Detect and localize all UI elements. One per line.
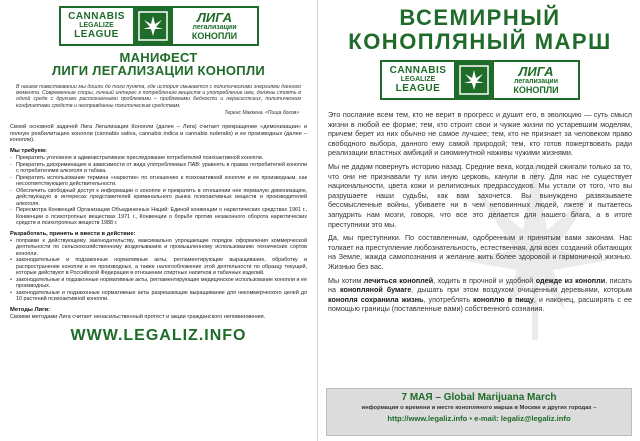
march-title bbox=[328, 6, 632, 54]
develop-heading: Разработать, принять и ввести в действие: bbox=[10, 230, 136, 237]
epigraph-author: Теренс Маккена. «Пища богов» bbox=[224, 109, 299, 116]
march-paragraph-1: Это послание всем тем, кто не верит в прогресс и душит его, в эволюцию — суть смысл жизни в любой ее форме; тем, кто строит свои и чужие жизни по устаревшим моделям, причем берет из них обычно не самое лучшее; тем, кто не признает за человеком право свободного выбора, данного ему самой природой; тем, кто готов пожертвовать ради реализации властных амбиций и сиюминутной наживы чужими жизнями. bbox=[328, 110, 632, 158]
logo-legalizacii: легализации bbox=[192, 24, 237, 32]
banner-subtext: информация о времени и месте конопляного марша в Москве и других городах – bbox=[361, 405, 597, 411]
manifest-title-line2: ЛИГИ ЛЕГАЛИЗАЦИИ КОНОПЛИ bbox=[51, 63, 266, 78]
list-item: • законодательные и подзаконные нормативные акты разрешающие выращивание для некоммерческого целей до 10 растений психоактивной конопли. bbox=[10, 290, 307, 303]
manifest-title bbox=[10, 51, 307, 77]
logo-russian-text bbox=[494, 62, 578, 98]
list-item: • законодательные и подзаконные нормативные акты, регламентирующие медицинское использование конопли и ее производных. bbox=[10, 277, 307, 290]
cannabis-leaf-icon bbox=[133, 8, 173, 44]
banner-contact[interactable]: http://www.legaliz.info • e-mail: legaliz@legaliz.info bbox=[387, 414, 571, 423]
logo-english-text bbox=[382, 62, 454, 98]
list-item: • законодательные и подзаконные нормативные акты, регламентирующие выращивание, обработку и распространение конопли и ее производных, а также налогообложение этой деятельности по образцу текущей, которые действуют в Российской Федерации в отношении спиртных напитков и табачных изделий. bbox=[10, 257, 307, 277]
website-link[interactable]: WWW.LEGALIZ.INFO bbox=[70, 326, 247, 344]
league-logo bbox=[59, 6, 259, 46]
logo-cannabis: CANNABIS bbox=[68, 10, 125, 22]
march-paragraph-4: Мы хотим лечиться коноплей, ходить в прочной и удобной одежде из конопли, писать на конопляной бумаге, дышать при этом воздухом очищенным деревьями, которым конопля сохранила жизнь, употреблять коноплю в пищу, и наконец, расширять с ее помощью границы (поставленные вами) собственного сознания. bbox=[328, 275, 633, 314]
list-item: - Пересмотра Конвенций Организации Объединенных Наций: Единой конвенции о наркотических средствах 1961 г., Конвенции о психотропных веществах 1971 г., Конвенции о борьбе против незаконного оборота наркотических средств и психотропных веществ 1988 г. bbox=[10, 207, 307, 227]
banner-heading: 7 МАЯ – Global Marijuana March bbox=[401, 392, 557, 403]
league-logo-2 bbox=[380, 60, 580, 100]
list-item: - Обеспечить свободный доступ к информации о конопле и прекратить в отношении нее пермалую демонизацию, действующую в интересах представителей криминального рынка психоактивных веществ и производителей алкоголя. bbox=[10, 188, 307, 208]
demands-heading: Мы требуем: bbox=[10, 148, 47, 155]
epigraph-quote: В нашем повествовании мы дошли до того пункта, где история смыкается с политическими энергиями данного момента. Современные споры, личный интерес к потреблению веществ и употребление ими, должны стоять в одной среде с другими распознанными проблемами – проблемами бедности и нерасистских, политическим конфликтами средств и неоправданны политическим средствам. bbox=[16, 84, 301, 109]
methods-heading: Методы Лиги: bbox=[10, 306, 50, 313]
manifest-page bbox=[0, 0, 318, 441]
march-title-line1: ВСЕМИРНЫЙ bbox=[399, 5, 561, 30]
list-item: • поправки к действующему законодательству, максимально упрощающие порядок оформления коммерческой деятельности по сельскохозяйственному возделыванию и промышленному использованию технических сортов конопли. bbox=[10, 238, 307, 258]
list-item: - Прекратить использование термина «наркотик» по отношению к психоактивной конопле и ее производным, как несоответствующего действительности. bbox=[10, 175, 307, 188]
march-banner bbox=[326, 388, 632, 436]
intro-paragraph: Своей основной задачей Лига Легализации Конопли (далее – Лига) считает прекращение «демонизации» и полную реабилитацию конопли (cannabis sativa, cannabis indica и cannabis ruderalis) и ее производных (далее – конопли). bbox=[10, 123, 307, 144]
logo-konopli: КОНОПЛИ bbox=[191, 30, 238, 41]
logo-legalizacii: легализации bbox=[514, 78, 558, 86]
logo-legalize: LEGALIZE bbox=[400, 76, 436, 84]
demands-list bbox=[10, 155, 307, 227]
manifest-title-line1: МАНИФЕСТ bbox=[119, 50, 198, 65]
logo-league: LEAGUE bbox=[395, 82, 441, 94]
list-item: - Прекратить уголовное и административное преследование потребителей психоактивной конопли. bbox=[10, 155, 307, 162]
develop-list bbox=[10, 238, 307, 303]
methods-paragraph: Своими методами Лига считает ненасильственный протест и акции гражданского неповиновения. bbox=[10, 313, 266, 320]
logo-liga: ЛИГА bbox=[197, 9, 232, 25]
logo-russian-text bbox=[173, 8, 257, 44]
logo-english-text bbox=[61, 8, 133, 44]
logo-legalize: LEGALIZE bbox=[79, 22, 114, 30]
march-paragraph-2: Мы не дадим повернуть историю назад. Средние века, когда людей сжигали только за то, что они не признавали ту или иную церковь, канули в лету. Для нас не существует национальности, цвета кожи и религиозных предрассудков. Мы устали от того, что вы разрушаете наши судьбы, как вам захочется. Вы вынуждено развязываете бессмысленные войны, убиваете ни в чем неповинных людей, лжете и пытаетесь запудрить нам мозги, говоря, что все это делается для нашего блага, а в итоге преступники это мы. bbox=[328, 161, 632, 229]
march-title-line2: КОНОПЛЯНЫЙ МАРШ bbox=[348, 29, 612, 54]
list-item: - Прекратить дискриминацию в зависимости от вида употребляемых ПАВ: уравнять в правах потребителей конопли с потребителями алкоголя и табака. bbox=[10, 162, 307, 175]
cannabis-leaf-icon bbox=[454, 62, 494, 98]
logo-konopli: КОНОПЛИ bbox=[513, 84, 559, 95]
march-paragraph-3: Да, мы преступники. По составленным, одобренным и принятым вами законам. Нас толкает на преступление любознательность, естественная, для всех созданий обитающих на Земле, жажда самопознания и желание жить более здоровой и гармоничной жизнью. Жизнью без вас. bbox=[328, 233, 632, 271]
logo-liga: ЛИГА bbox=[518, 63, 554, 79]
logo-league: LEAGUE bbox=[74, 28, 119, 40]
logo-cannabis: CANNABIS bbox=[389, 64, 447, 76]
